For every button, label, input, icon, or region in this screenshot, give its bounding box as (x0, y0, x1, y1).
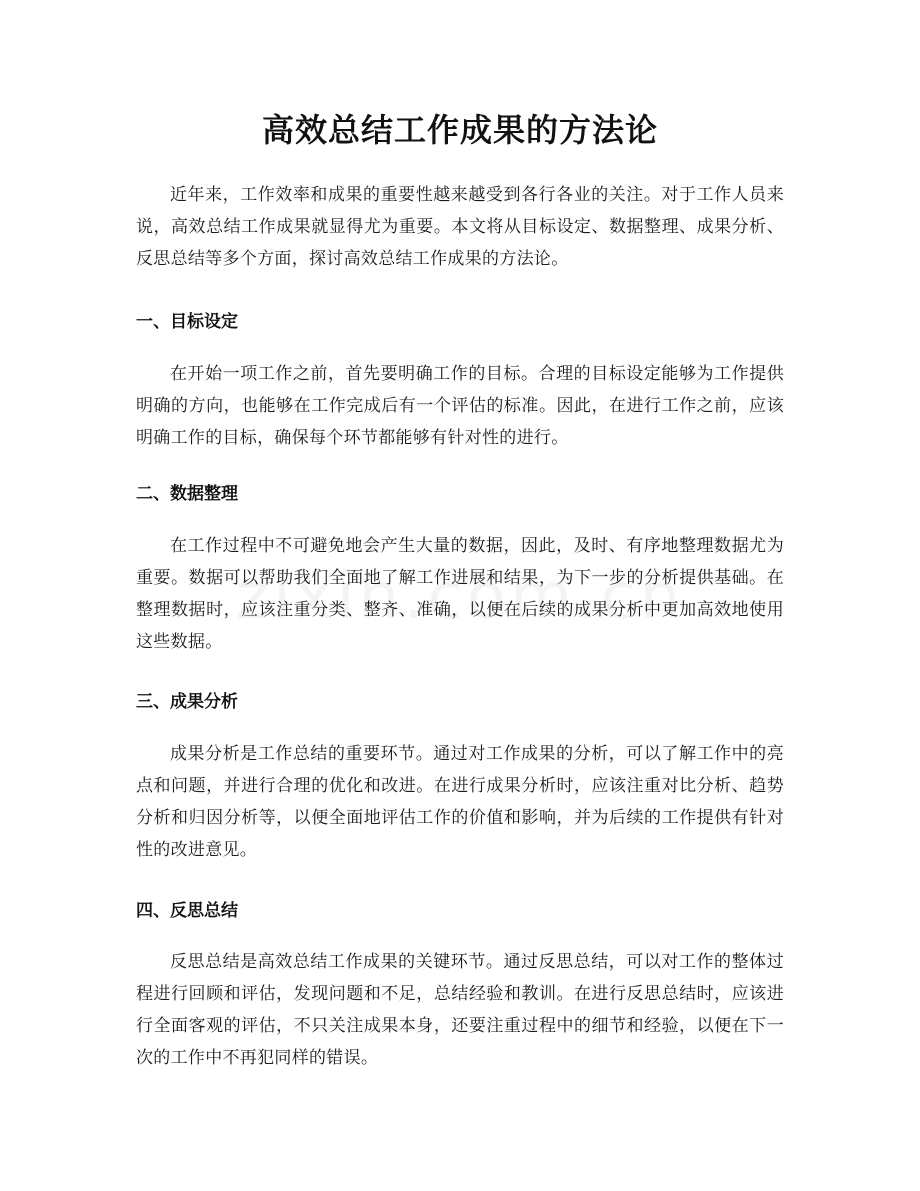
section-data-body (136, 530, 784, 658)
section-heading: 一、目标设定 (136, 312, 238, 332)
document-title: 高效总结工作成果的方法论 (261, 111, 658, 149)
section-goal (136, 308, 784, 336)
section-paragraph: 在开始一项工作之前，首先要明确工作的目标。合理的目标设定能够为工作提供明确的方向，也能够在工作完成后有一个评估的标准。因此，在进行工作之前，应该明确工作的目标，确保每个环节都能够有针对性的进行。 (136, 364, 784, 448)
section-reflection-body (136, 946, 784, 1074)
section-reflection (136, 897, 784, 925)
section-paragraph: 成果分析是工作总结的重要环节。通过对工作成果的分析，可以了解工作中的亮点和问题，并进行合理的优化和改进。在进行成果分析时，应该注重对比分析、趋势分析和归因分析等，以便全面地评估工作的价值和影响，并为后续的工作提供有针对性的改进意见。 (136, 744, 784, 860)
section-heading: 四、反思总结 (136, 901, 238, 921)
section-paragraph: 在工作过程中不可避免地会产生大量的数据，因此，及时、有序地整理数据尤为重要。数据可以帮助我们全面地了解工作进展和结果，为下一步的分析提供基础。在整理数据时，应该注重分类、整齐、准确，以便在后续的成果分析中更加高效地使用这些数据。 (136, 536, 784, 652)
section-data (136, 480, 784, 508)
section-goal-body (136, 358, 784, 454)
section-paragraph: 反思总结是高效总结工作成果的关键环节。通过反思总结，可以对工作的整体过程进行回顾和评估，发现问题和不足，总结经验和教训。在进行反思总结时，应该进行全面客观的评估，不只关注成果本身，还要注重过程中的细节和经验，以便在下一次的工作中不再犯同样的错误。 (136, 952, 784, 1068)
intro-paragraph: 近年来，工作效率和成果的重要性越来越受到各行各业的关注。对于工作人员来说，高效总结工作成果就显得尤为重要。本文将从目标设定、数据整理、成果分析、反思总结等多个方面，探讨高效总结工作成果的方法论。 (136, 185, 784, 269)
section-analysis (136, 688, 784, 716)
section-heading: 二、数据整理 (136, 484, 238, 504)
section-analysis-body (136, 738, 784, 866)
intro-block (136, 179, 784, 275)
section-heading: 三、成果分析 (136, 692, 238, 712)
